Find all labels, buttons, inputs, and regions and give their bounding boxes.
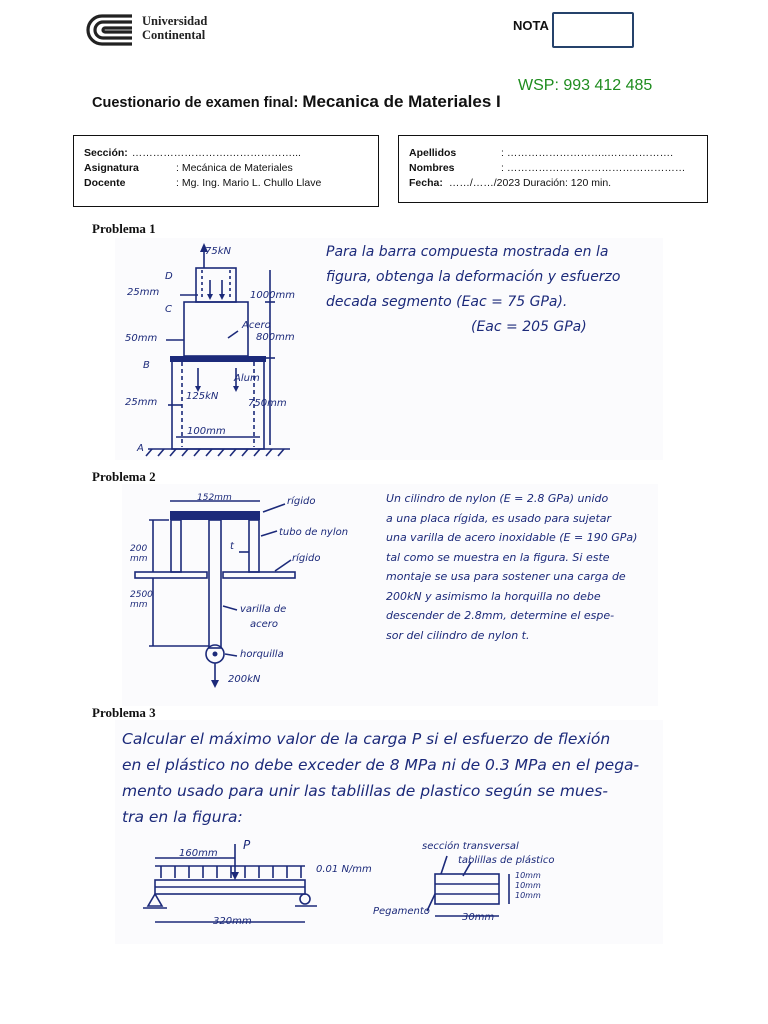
p1-line-2: figura, obtenga la deformación y esfuerzo [326,269,621,285]
p2-tubo-nylon: tubo de nylon [279,527,349,538]
p1-dia-bot: 25mm [125,397,158,408]
p2-line-1: Un cilindro de nylon (E = 2.8 GPa) unido [386,492,609,505]
p2-line-8: sor del cilindro de nylon t. [386,628,530,642]
problem3-heading: Problema 3 [92,705,156,720]
p2-line-7: descender de 2.8mm, determine el espe- [386,609,615,622]
seccion-value: ……………………….………………... [131,147,301,159]
exam-title [92,92,501,112]
asignatura-label: Asignatura [84,162,139,174]
fecha-label: Fecha: [409,177,443,189]
problem2-heading: Problema 2 [92,469,156,484]
title-prefix: Cuestionario de examen final: [92,95,303,111]
p1-alum: Alum [234,373,260,384]
problem2-figure [125,486,380,696]
nota-label: NOTA [513,18,549,33]
problem1-heading: Problema 1 [92,221,156,236]
p3-line-1: Calcular el máximo valor de la carga P si el esfuerzo de flexión [122,730,611,748]
course-name: Mecanica de Materiales I [302,92,501,111]
p3-t1: 10mm [515,871,541,880]
p3-line-2: en el plástico no debe exceder de 8 MPa ni de 0.3 MPa en el pega- [122,756,640,774]
p1-len-mid: 800mm [256,332,295,343]
p3-span: 320mm [213,916,252,927]
p1-line-1: Para la barra compuesta mostrada en la [326,244,609,260]
p3-t2: 10mm [515,881,541,890]
p3-dist-p: 160mm [179,848,218,859]
p2-load: 200kN [228,674,261,685]
p1-line-4: (Eac = 205 GPa) [471,319,587,335]
p3-tablillas: tablillas de plástico [458,855,555,866]
p3-t3: 10mm [515,891,541,900]
p3-pegamento: Pegamento [373,906,430,917]
p3-seccion: sección transversal [422,841,519,852]
p3-line-3: mento usado para unir las tablillas de plastico según se mues- [122,782,608,800]
p3-line-4: tra en la figura: [122,808,243,826]
p2-width: 152mm [197,493,232,503]
p2-line-6: 200kN y asimismo la horquilla no debe [386,589,601,603]
student-info-box [398,135,708,203]
p2-horquilla: horquilla [240,649,284,660]
apellidos-value: : ………………………..………………. [501,147,674,159]
p1-line-3: decada segmento (Eac = 75 GPa). [326,294,568,310]
p1-point-a: A [137,443,144,454]
p1-len-bot: 750mm [248,398,287,409]
p3-width: 30mm [462,912,495,923]
p2-t: t [230,541,234,552]
nombres-value: : …………………………………………… [501,162,686,174]
nombres-label: Nombres [409,162,455,174]
docente-value: : Mg. Ing. Mario L. Chullo Llave [176,177,322,189]
apellidos-label: Apellidos [409,147,457,159]
fecha-value: ……/……/2023 Duración: 120 min. [448,177,612,189]
course-info-box [73,135,379,207]
docente-label: Docente [84,177,126,189]
p1-point-d: D [165,271,173,282]
p1-len-top: 1000mm [250,290,295,301]
p3-load-dist: 0.01 N/mm [316,864,372,875]
p1-point-c: C [165,304,172,315]
seccion-label: Sección: [84,147,128,159]
p2-varilla-2: acero [250,619,279,630]
p3-p: P [243,838,251,852]
p1-dia-top: 25mm [127,287,160,298]
p2-varilla-1: varilla de [240,604,287,615]
nota-box [552,12,634,48]
p1-point-b: B [143,360,150,371]
p2-h200: 200 mm [130,544,148,564]
p2-line-5: montaje se usa para sostener una carga de [386,570,626,583]
problem3-statement [122,726,639,830]
problem2-statement [386,489,637,645]
p2-line-4: tal como se muestra en la figura. Si este [386,550,610,564]
p2-h2500: 2500 mm [130,590,153,610]
p1-dia-mid: 50mm [125,333,158,344]
p2-rigido-bot: rígido [292,553,321,564]
p2-rigido-top: rígido [287,496,316,507]
whatsapp-contact: WSP: 993 412 485 [518,77,653,94]
p1-load-mid: 125kN [186,391,219,402]
problem1-statement [326,240,620,340]
asignatura-value: : Mecánica de Materiales [176,162,293,174]
p1-width-bot: 100mm [187,426,226,437]
p1-load-top: 75kN [205,246,231,257]
p2-line-3: una varilla de acero inoxidable (E = 190 GPa) [386,531,638,544]
university-name: Universidad Continental [142,14,208,42]
p1-acero: Acero [242,320,271,331]
p2-line-2: a una placa rígida, es usado para sujetar [386,511,612,525]
